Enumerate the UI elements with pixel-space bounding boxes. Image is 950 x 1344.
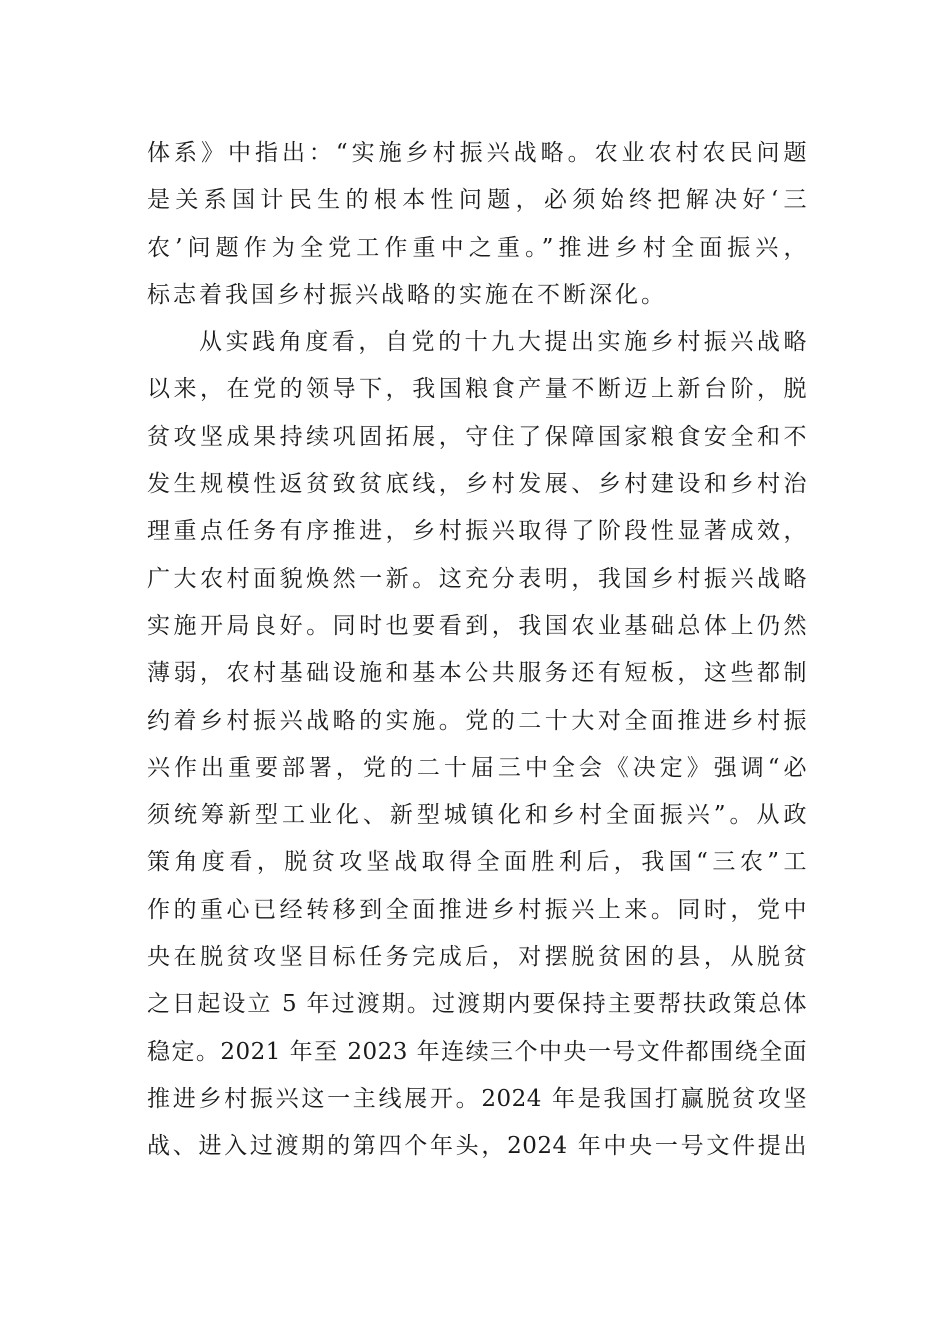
paragraph-2	[147, 319, 807, 1170]
text-line: 体系》中指出：“实施乡村振兴战略。农业农村农民问题	[147, 140, 807, 166]
text-line: 发生规模性返贫致贫底线，乡村发展、乡村建设和乡村治	[147, 471, 807, 498]
text-line: 实施开局良好。同时也要看到，我国农业基础总体上仍然	[147, 612, 807, 639]
text-line: 约着乡村振兴战略的实施。党的二十大对全面推进乡村振	[147, 707, 807, 734]
text-line: 推进乡村振兴这一主线展开。2024 年是我国打赢脱贫攻坚	[147, 1085, 807, 1112]
text-line: 广大农村面貌焕然一新。这充分表明，我国乡村振兴战略	[147, 565, 807, 592]
text-line: 策角度看，脱贫攻坚战取得全面胜利后，我国“三农”工	[147, 849, 807, 876]
text-line: 作的重心已经转移到全面推进乡村振兴上来。同时，党中	[147, 896, 807, 923]
text-line: 农’问题作为全党工作重中之重。”推进乡村全面振兴，	[147, 234, 807, 261]
text-line: 战、进入过渡期的第四个年头，2024 年中央一号文件提出	[147, 1133, 807, 1160]
text-line: 央在脱贫攻坚目标任务完成后，对摆脱贫困的县，从脱贫	[147, 944, 807, 971]
text-line: 兴作出重要部署，党的二十届三中全会《决定》强调“必	[147, 754, 807, 781]
text-line: 须统筹新型工业化、新型城镇化和乡村全面振兴”。从政	[147, 802, 807, 829]
paragraph-1	[147, 130, 807, 319]
text-line: 稳定。2021 年至 2023 年连续三个中央一号文件都围绕全面	[147, 1038, 807, 1065]
text-line: 理重点任务有序推进，乡村振兴取得了阶段性显著成效，	[147, 518, 807, 545]
text-line: 从实践角度看，自党的十九大提出实施乡村振兴战略	[199, 329, 807, 356]
text-line: 薄弱，农村基础设施和基本公共服务还有短板，这些都制	[147, 660, 807, 687]
text-line: 贫攻坚成果持续巩固拓展，守住了保障国家粮食安全和不	[147, 423, 807, 450]
text-line: 之日起设立 5 年过渡期。过渡期内要保持主要帮扶政策总体	[147, 991, 807, 1018]
body-text	[147, 130, 807, 1171]
text-line: 标志着我国乡村振兴战略的实施在不断深化。	[147, 281, 667, 308]
text-line: 以来，在党的领导下，我国粮食产量不断迈上新台阶，脱	[147, 376, 807, 403]
text-line: 是关系国计民生的根本性问题，必须始终把解决好‘三	[147, 187, 807, 214]
